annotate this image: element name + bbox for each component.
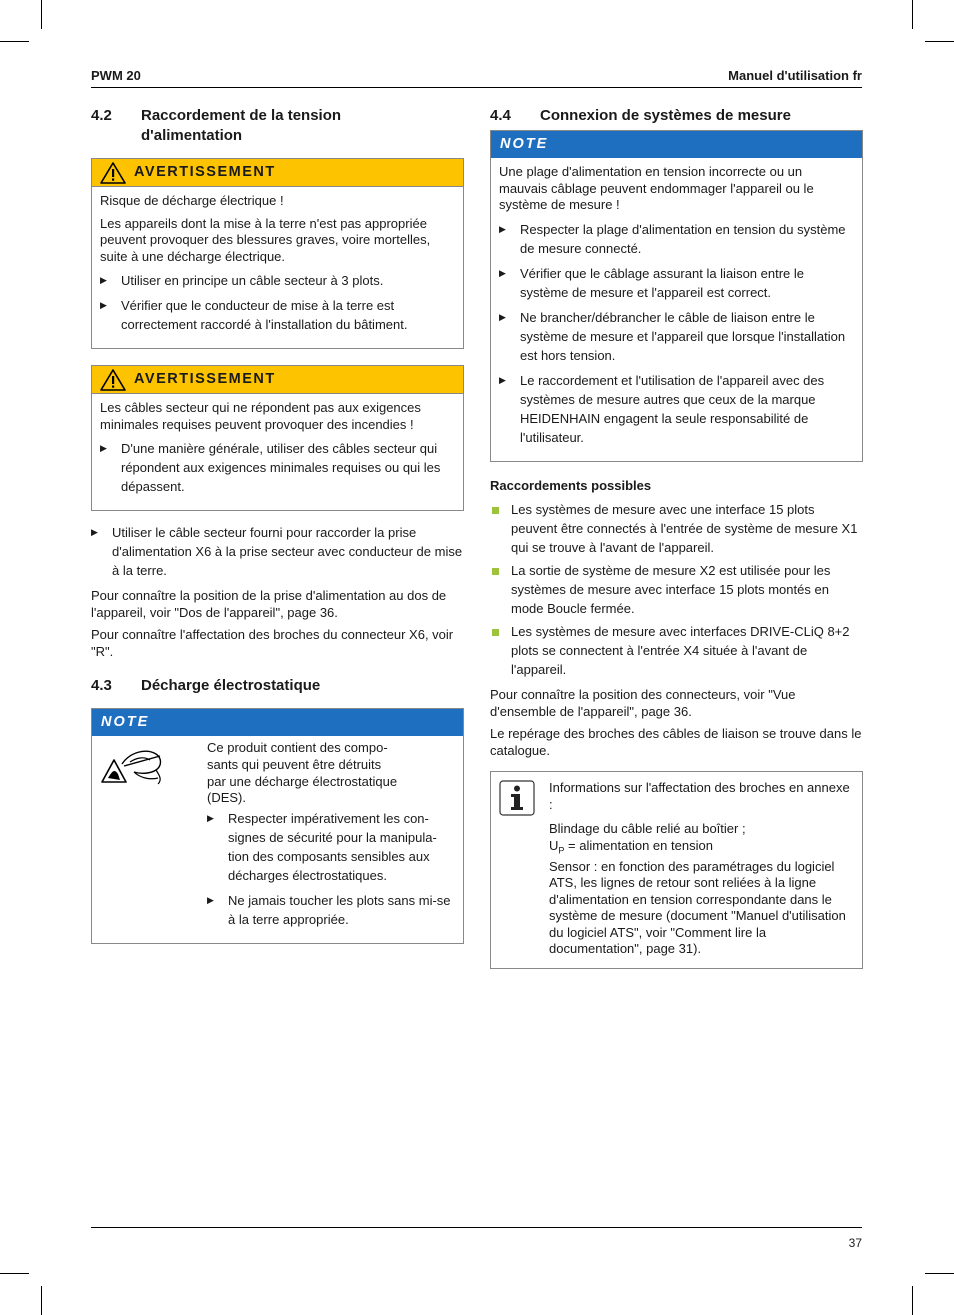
note-body (491, 158, 862, 461)
warning-triangle-icon (100, 369, 126, 391)
warning-box-electric (91, 158, 464, 349)
info-icon (499, 780, 549, 958)
instruction-list (207, 809, 453, 929)
section-heading-4-3 (91, 676, 464, 696)
footer-rule (91, 1227, 862, 1228)
paragraph: Le repérage des broches des câbles de liaison se trouve dans le catalogue. (490, 726, 862, 758)
warning-text: Les câbles secteur qui ne répondent pas aux exigences minimales requises peuvent provoquer des incendies ! (100, 400, 421, 432)
warning-label: AVERTISSEMENT (134, 164, 276, 181)
warning-body (92, 187, 463, 348)
paragraph: Pour connaître la position des connecteurs, voir "Vue d'ensemble de l'appareil", page 36. (490, 687, 796, 719)
note-header (491, 131, 862, 158)
section-title: Décharge électrostatique (141, 677, 321, 694)
info-text-block (549, 780, 854, 958)
section-title: Connexion de systèmes de mesure (540, 107, 791, 124)
note-text-block (207, 740, 453, 935)
section-number: 4.2 (91, 107, 112, 124)
crop-mark (925, 41, 954, 42)
info-text-up (549, 838, 854, 859)
symbol-subscript: P (558, 845, 565, 856)
right-column (490, 106, 863, 969)
warning-body (92, 394, 463, 510)
warning-header (92, 159, 463, 187)
bullet-list (490, 500, 863, 679)
note-label: NOTE (101, 714, 150, 731)
esd-icon (100, 740, 207, 935)
list-item: ▶ Utiliser le câble secteur fourni pour raccorder la prise d'alimentation X6 à la prise secteur avec conducteur de mise à la terre. (91, 523, 464, 580)
symbol-u: U (549, 837, 559, 853)
list-item: ▶ Respecter la plage d'alimentation en tension du système de mesure connecté. (499, 220, 854, 258)
note-header (92, 709, 463, 736)
list-item: ▶ Respecter impérativement les con-signes de sécurité pour la manipula-tion des composants sensibles aux décharges électrostatiques. (207, 809, 453, 885)
crop-mark (41, 0, 42, 29)
section-title: Raccordement de la tension d'alimentation (141, 107, 342, 144)
header-product: PWM 20 (91, 68, 141, 83)
crop-mark (0, 41, 29, 42)
list-item: ▶ D'une manière générale, utiliser des câbles secteur qui répondent aux exigences minimales requises ou qui les dépassent. (100, 439, 455, 496)
crop-mark (0, 1273, 29, 1274)
note-text: Une plage d'alimentation en tension incorrecte ou un mauvais câblage peuvent endommager l'appareil ou le système de mesure ! (499, 164, 814, 212)
note-box-measuring (490, 130, 863, 462)
list-item: ▶ Vérifier que le câblage assurant la liaison entre le système de mesure et l'appareil est correct. (499, 264, 854, 302)
warning-header (92, 366, 463, 394)
list-item: ▶ Utiliser en principe un câble secteur à 3 plots. (100, 271, 455, 290)
list-item: ▶ Ne jamais toucher les plots sans mi-se à la terre appropriée. (207, 891, 453, 929)
list-item: ▶ Le raccordement et l'utilisation de l'appareil avec des systèmes de mesure autres que ceux de la marque HEIDENHAIN engagent la seule responsabilité de l'utilisateur. (499, 371, 854, 447)
info-text: Blindage du câble relié au boîtier ; (549, 821, 746, 836)
list-item: ▶ Vérifier que le conducteur de mise à la terre est correctement raccordé à l'installation du bâtiment. (100, 296, 455, 334)
section-heading-4-2 (91, 106, 464, 146)
instruction-list (499, 220, 854, 447)
note-body (92, 736, 463, 943)
warning-triangle-icon (100, 162, 126, 184)
paragraph: Pour connaître la position de la prise d'alimentation au dos de l'appareil, voir "Dos de l'appareil", page 36. (91, 588, 447, 620)
instruction-list (100, 439, 455, 496)
section-heading-4-4 (490, 106, 863, 126)
warning-label: AVERTISSEMENT (134, 371, 276, 388)
warning-text: Les appareils dont la mise à la terre n'est pas appropriée peuvent provoquer des blessures graves, voire mortelles, suite à une décharge électrique. (100, 215, 431, 264)
info-text: Informations sur l'affectation des broches en annexe : (549, 780, 850, 812)
instruction-list (100, 271, 455, 334)
note-text: Ce produit contient des compo- sants qui peuvent être détruits par une décharge électrostatique (DES). (207, 740, 398, 806)
crop-mark (41, 1286, 42, 1315)
section-number: 4.4 (490, 107, 511, 124)
crop-mark (912, 0, 913, 29)
subheading: Raccordements possibles (490, 477, 652, 493)
crop-mark (912, 1286, 913, 1315)
list-item: Les systèmes de mesure avec une interface 15 plots peuvent être connectés à l'entrée de système de mesure X1 qui se trouve à l'avant de l'appareil. (490, 500, 863, 557)
header-doc-title: Manuel d'utilisation fr (728, 68, 862, 83)
list-item: La sortie de système de mesure X2 est utilisée pour les systèmes de mesure avec interface 15 plots montés en mode Boucle fermée. (490, 561, 863, 618)
crop-mark (925, 1273, 954, 1274)
page-header (91, 68, 862, 88)
step-list (91, 523, 464, 580)
page-number: 37 (848, 1236, 862, 1250)
list-item: Les systèmes de mesure avec interfaces DRIVE-CLiQ 8+2 plots se connectent à l'entrée X4 située à l'avant de l'appareil. (490, 622, 863, 679)
note-box-esd (91, 708, 464, 944)
left-column (91, 106, 464, 960)
info-box (490, 771, 863, 969)
section-number: 4.3 (91, 677, 112, 694)
warning-box-fire (91, 365, 464, 511)
info-text: Sensor : en fonction des paramétrages du logiciel ATS, les lignes de retour sont reliées à la ligne d'alimentation en tension correspondante dans le système de mesure (document "Manuel d'utilisation du logiciel ATS", voir "Comment lire la documentation", page 31). (549, 858, 846, 957)
note-label: NOTE (500, 136, 549, 153)
warning-text: Risque de décharge électrique ! (100, 193, 284, 208)
list-item: ▶ Ne brancher/débrancher le câble de liaison entre le système de mesure et l'appareil que lorsque l'installation est hors tension. (499, 308, 854, 365)
paragraph: Pour connaître l'affectation des broches du connecteur X6, voir "R". (91, 627, 454, 659)
info-text: = alimentation en tension (564, 837, 713, 853)
